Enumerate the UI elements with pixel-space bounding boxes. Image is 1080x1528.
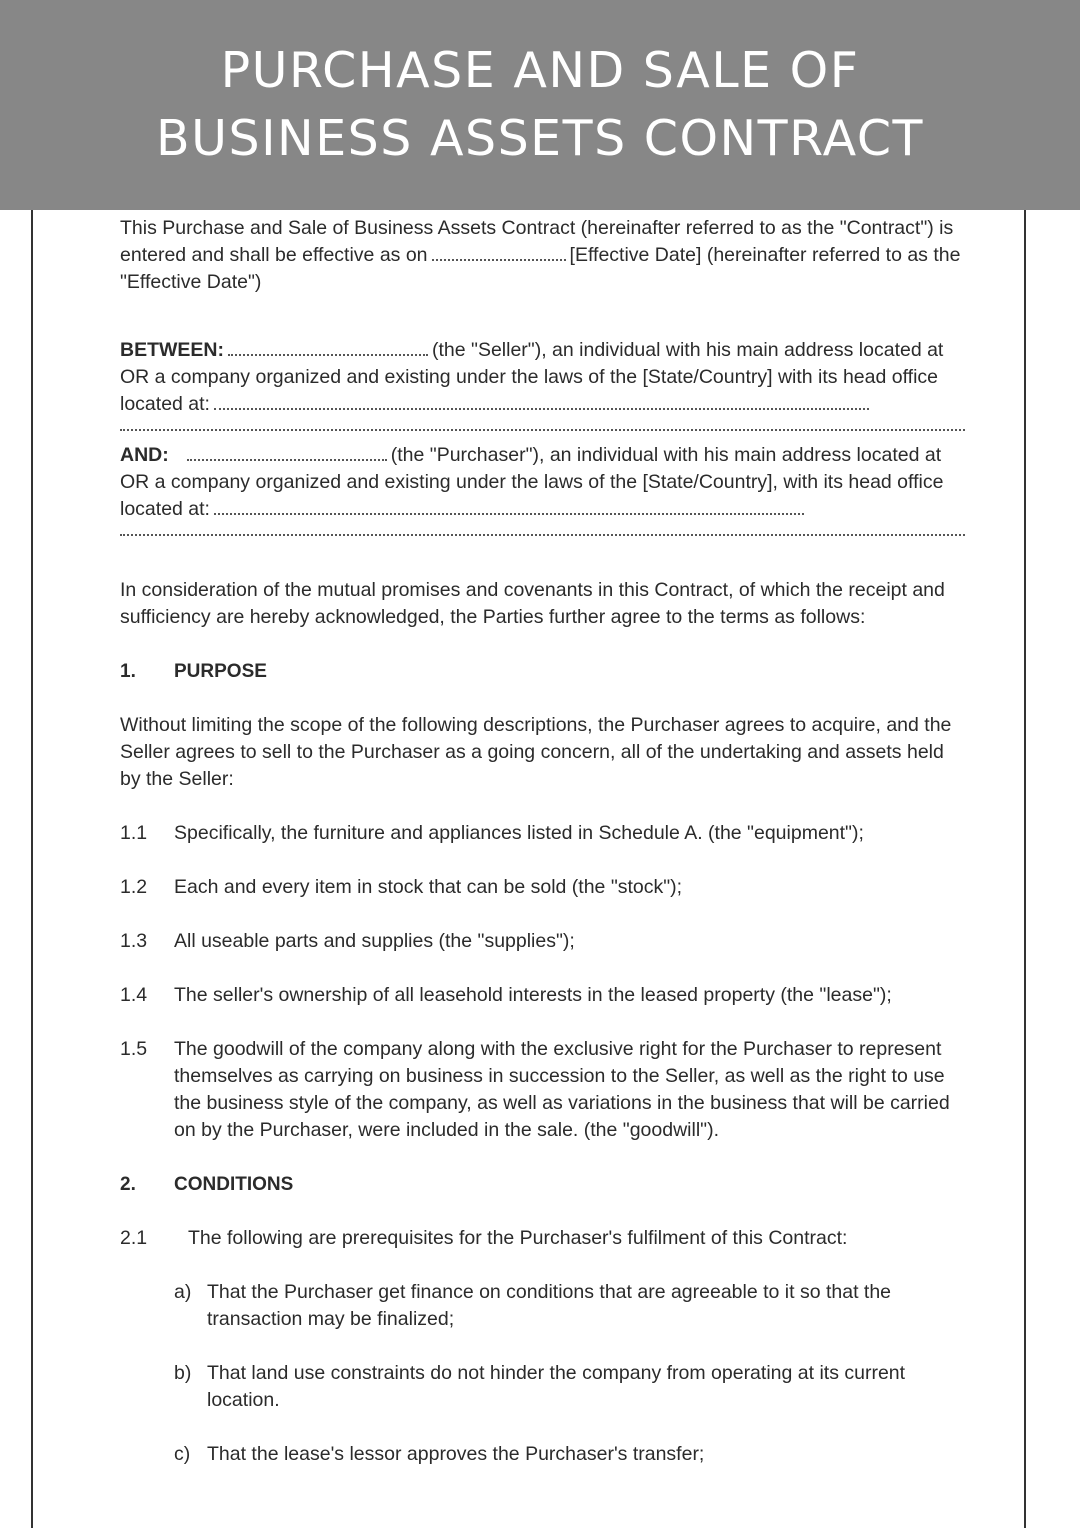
list-item xyxy=(120,1225,965,1252)
item-number: 1.1 xyxy=(120,822,148,844)
contract-body xyxy=(120,215,965,1468)
banner-title-line-2: BUSINESS ASSETS CONTRACT xyxy=(156,110,924,167)
intro-paragraph xyxy=(120,215,965,296)
list-item xyxy=(120,928,965,955)
purchaser-name-blank xyxy=(187,458,387,461)
sub-item-letter: c) xyxy=(174,1443,191,1465)
between-paragraph xyxy=(120,337,965,418)
item-number: 2.1 xyxy=(120,1227,148,1249)
section-1-number: 1. xyxy=(120,661,136,682)
list-item xyxy=(120,874,965,901)
item-text: The seller's ownership of all leasehold interests in the leased property (the "lease"); xyxy=(174,984,892,1006)
title-banner xyxy=(0,0,1080,210)
between-label: BETWEEN: xyxy=(120,339,224,361)
sub-item-text: That land use constraints do not hinder the company from operating at its current location. xyxy=(207,1362,906,1411)
and-paragraph xyxy=(120,442,965,523)
sub-item-letter: a) xyxy=(174,1281,192,1303)
item-text: All useable parts and supplies (the "supplies"); xyxy=(174,930,575,952)
intro-text-2: [Effective Date] (hereinafter referred to as the "Effective Date") xyxy=(120,244,961,293)
between-text: (the "Seller"), an individual with his main address located at OR a company organized and existing under the laws of the [State/Country] with its head office located at: xyxy=(120,339,944,415)
seller-name-blank xyxy=(228,353,428,356)
sub-item-letter: b) xyxy=(174,1362,192,1384)
intro-text-1: This Purchase and Sale of Business Assets Contract (hereinafter referred to as the "Contract") is entered and shall be effective as on xyxy=(120,217,954,266)
item-text: The following are prerequisites for the Purchaser's fulfilment of this Contract: xyxy=(188,1227,848,1249)
sub-item-text: That the Purchaser get finance on conditions that are agreeable to it so that the transaction may be finalized; xyxy=(207,1281,892,1330)
item-text: Specifically, the furniture and appliances listed in Schedule A. (the "equipment"); xyxy=(174,822,864,844)
item-number: 1.5 xyxy=(120,1038,148,1060)
and-label: AND: xyxy=(120,444,169,466)
section-2-number: 2. xyxy=(120,1174,136,1195)
section-1-heading xyxy=(120,658,965,685)
item-text: The goodwill of the company along with the exclusive right for the Purchaser to represent themselves as carrying on business in succession to the Seller, as well as the right to use the business style of the company, as well as variations in the business that will be carried on by the Purchaser, were included in the sale. (the "goodwill"). xyxy=(174,1038,950,1141)
item-number: 1.2 xyxy=(120,876,148,898)
sub-item-text: That the lease's lessor approves the Purchaser's transfer; xyxy=(207,1443,705,1465)
list-item xyxy=(120,982,965,1009)
section-2-title: CONDITIONS xyxy=(174,1174,294,1195)
item-number: 1.3 xyxy=(120,930,148,952)
purchaser-address-blank xyxy=(214,512,804,515)
banner-title-line-1: PURCHASE AND SALE OF xyxy=(220,42,860,99)
sub-item xyxy=(174,1279,965,1333)
section-1-title: PURPOSE xyxy=(174,661,267,682)
section-2-heading xyxy=(120,1171,965,1198)
effective-date-blank xyxy=(432,258,566,261)
consideration-paragraph: In consideration of the mutual promises and covenants in this Contract, of which the receipt and sufficiency are hereby acknowledged, the Parties further agree to the terms as follows: xyxy=(120,579,945,628)
seller-address-blank xyxy=(214,407,869,410)
sub-item xyxy=(174,1360,965,1414)
and-text: (the "Purchaser"), an individual with his main address located at OR a company organized and existing under the laws of the [State/Country], with its head office located at: xyxy=(120,444,944,520)
item-number: 1.4 xyxy=(120,984,148,1006)
sub-item xyxy=(174,1441,965,1468)
list-item xyxy=(120,820,965,847)
section-1-intro: Without limiting the scope of the following descriptions, the Purchaser agrees to acquire, and the Seller agrees to sell to the Purchaser as a going concern, all of the undertaking and assets held by the Seller: xyxy=(120,714,952,790)
item-text: Each and every item in stock that can be sold (the "stock"); xyxy=(174,876,683,898)
list-item xyxy=(120,1036,965,1144)
